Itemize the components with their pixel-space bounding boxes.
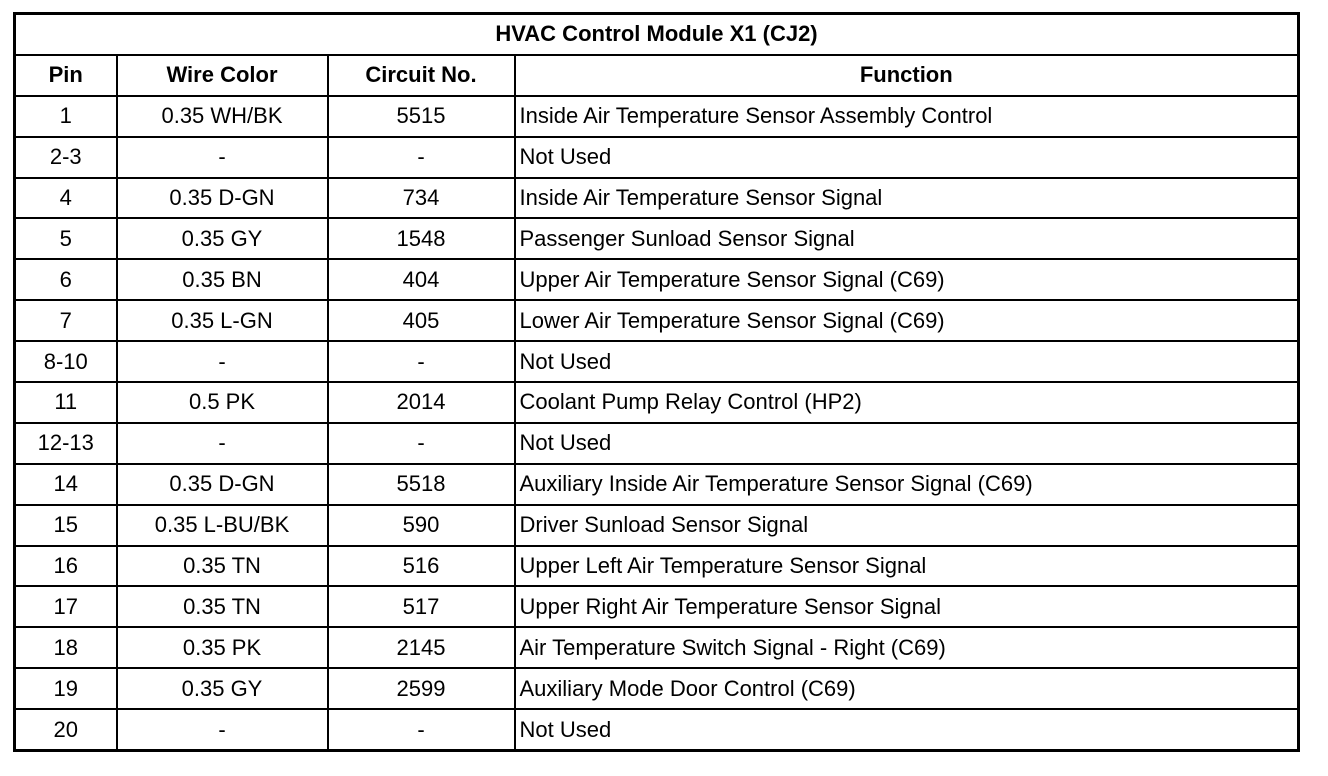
pin-cell: 20	[15, 709, 117, 750]
pin-cell: 1	[15, 96, 117, 137]
table-body	[15, 96, 1299, 751]
function-cell: Upper Left Air Temperature Sensor Signal	[515, 546, 1299, 587]
wire-color-cell: -	[117, 341, 328, 382]
function-cell: Passenger Sunload Sensor Signal	[515, 218, 1299, 259]
pin-cell: 16	[15, 546, 117, 587]
function-cell: Upper Air Temperature Sensor Signal (C69)	[515, 259, 1299, 300]
pin-cell: 19	[15, 668, 117, 709]
table-row	[15, 341, 1299, 382]
pin-cell: 17	[15, 586, 117, 627]
function-cell: Auxiliary Mode Door Control (C69)	[515, 668, 1299, 709]
circuit-number-cell: 404	[328, 259, 515, 300]
circuit-number-cell: -	[328, 709, 515, 750]
wire-color-cell: 0.35 PK	[117, 627, 328, 668]
wire-color-cell: 0.35 GY	[117, 668, 328, 709]
table-row	[15, 709, 1299, 750]
pin-cell: 2-3	[15, 137, 117, 178]
table-row	[15, 546, 1299, 587]
header-wire-color: Wire Color	[117, 55, 328, 96]
pin-cell: 7	[15, 300, 117, 341]
function-cell: Coolant Pump Relay Control (HP2)	[515, 382, 1299, 423]
table-row	[15, 178, 1299, 219]
table-row	[15, 668, 1299, 709]
function-cell: Not Used	[515, 341, 1299, 382]
pin-cell: 4	[15, 178, 117, 219]
pin-cell: 18	[15, 627, 117, 668]
circuit-number-cell: 2014	[328, 382, 515, 423]
table-row	[15, 464, 1299, 505]
pin-cell: 11	[15, 382, 117, 423]
table-row	[15, 586, 1299, 627]
pin-cell: 8-10	[15, 341, 117, 382]
pin-cell: 12-13	[15, 423, 117, 464]
function-cell: Not Used	[515, 423, 1299, 464]
circuit-number-cell: 1548	[328, 218, 515, 259]
table-row	[15, 627, 1299, 668]
table-row	[15, 423, 1299, 464]
wire-color-cell: 0.35 BN	[117, 259, 328, 300]
table-title-row	[15, 14, 1299, 55]
wire-color-cell: 0.35 GY	[117, 218, 328, 259]
table-row	[15, 218, 1299, 259]
function-cell: Not Used	[515, 137, 1299, 178]
wire-color-cell: -	[117, 423, 328, 464]
wire-color-cell: -	[117, 709, 328, 750]
function-cell: Upper Right Air Temperature Sensor Signal	[515, 586, 1299, 627]
circuit-number-cell: -	[328, 341, 515, 382]
wire-color-cell: 0.35 TN	[117, 586, 328, 627]
function-cell: Air Temperature Switch Signal - Right (C69)	[515, 627, 1299, 668]
circuit-number-cell: 5515	[328, 96, 515, 137]
connector-pinout-table	[13, 12, 1300, 752]
pin-cell: 5	[15, 218, 117, 259]
function-cell: Lower Air Temperature Sensor Signal (C69)	[515, 300, 1299, 341]
circuit-number-cell: 734	[328, 178, 515, 219]
pin-cell: 14	[15, 464, 117, 505]
circuit-number-cell: 516	[328, 546, 515, 587]
circuit-number-cell: 405	[328, 300, 515, 341]
wire-color-cell: -	[117, 137, 328, 178]
circuit-number-cell: 2599	[328, 668, 515, 709]
wire-color-cell: 0.35 D-GN	[117, 464, 328, 505]
wire-color-cell: 0.35 L-GN	[117, 300, 328, 341]
wire-color-cell: 0.35 L-BU/BK	[117, 505, 328, 546]
table-row	[15, 96, 1299, 137]
header-pin: Pin	[15, 55, 117, 96]
table-row	[15, 137, 1299, 178]
pin-cell: 15	[15, 505, 117, 546]
circuit-number-cell: -	[328, 423, 515, 464]
circuit-number-cell: 5518	[328, 464, 515, 505]
function-cell: Not Used	[515, 709, 1299, 750]
wire-color-cell: 0.35 D-GN	[117, 178, 328, 219]
function-cell: Driver Sunload Sensor Signal	[515, 505, 1299, 546]
table-row	[15, 382, 1299, 423]
header-function: Function	[515, 55, 1299, 96]
circuit-number-cell: 517	[328, 586, 515, 627]
function-cell: Inside Air Temperature Sensor Signal	[515, 178, 1299, 219]
header-circuit: Circuit No.	[328, 55, 515, 96]
table-title: HVAC Control Module X1 (CJ2)	[15, 14, 1299, 55]
wire-color-cell: 0.35 WH/BK	[117, 96, 328, 137]
wire-color-cell: 0.5 PK	[117, 382, 328, 423]
wire-color-cell: 0.35 TN	[117, 546, 328, 587]
pin-cell: 6	[15, 259, 117, 300]
table-header-row	[15, 55, 1299, 96]
circuit-number-cell: 590	[328, 505, 515, 546]
table-row	[15, 505, 1299, 546]
function-cell: Inside Air Temperature Sensor Assembly Control	[515, 96, 1299, 137]
function-cell: Auxiliary Inside Air Temperature Sensor Signal (C69)	[515, 464, 1299, 505]
table-row	[15, 300, 1299, 341]
circuit-number-cell: -	[328, 137, 515, 178]
circuit-number-cell: 2145	[328, 627, 515, 668]
table-row	[15, 259, 1299, 300]
